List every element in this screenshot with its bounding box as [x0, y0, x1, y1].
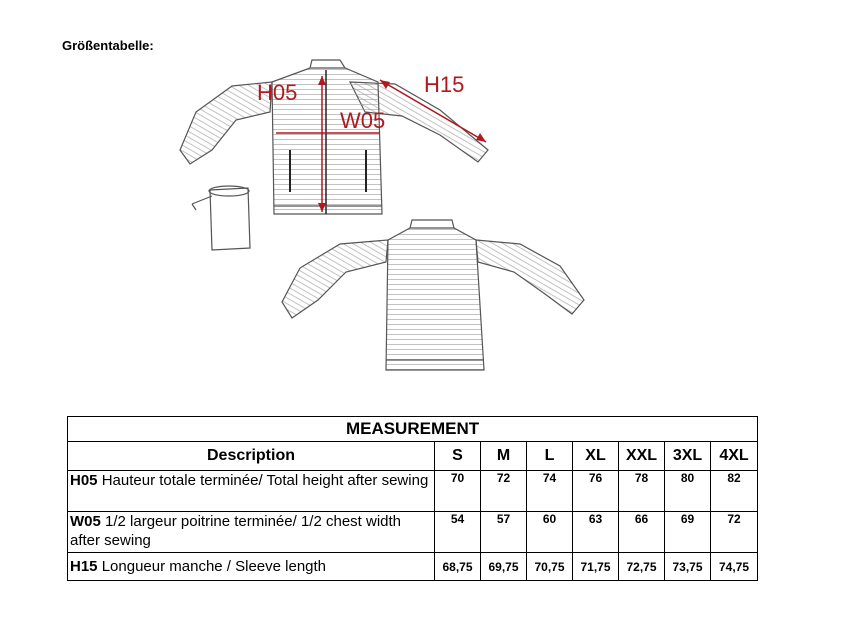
table-cell: 74 [527, 471, 573, 512]
table-cell: 82 [711, 471, 758, 512]
label-h05: H05 [257, 80, 298, 105]
table-cell: 72 [711, 512, 758, 553]
table-cell: 63 [573, 512, 619, 553]
row-text: Hauteur totale terminée/ Total height after sewing [101, 472, 429, 489]
size-header: 4XL [711, 442, 758, 471]
size-header: XXL [619, 442, 665, 471]
table-cell: 80 [665, 471, 711, 512]
table-cell: 74,75 [711, 553, 758, 581]
row-description [68, 553, 435, 581]
jacket-back-drawing [282, 220, 584, 370]
table-cell: 78 [619, 471, 665, 512]
size-header: XL [573, 442, 619, 471]
table-cell: 72,75 [619, 553, 665, 581]
table-cell: 70 [435, 471, 481, 512]
table-cell: 70,75 [527, 553, 573, 581]
table-row [68, 471, 758, 512]
table-cell: 71,75 [573, 553, 619, 581]
label-w05: W05 [340, 108, 386, 133]
row-description [68, 512, 435, 553]
size-header: S [435, 442, 481, 471]
description-header: Description [68, 442, 435, 471]
row-text: Longueur manche / Sleeve length [101, 558, 327, 575]
row-code: H05 [70, 472, 98, 489]
table-cell: 76 [573, 471, 619, 512]
table-title: MEASUREMENT [68, 417, 758, 442]
table-cell: 57 [481, 512, 527, 553]
table-cell: 60 [527, 512, 573, 553]
page-heading: Größentabelle: [62, 38, 154, 53]
table-cell: 66 [619, 512, 665, 553]
row-description [68, 471, 435, 512]
row-code: H15 [70, 558, 98, 575]
table-cell: 69 [665, 512, 711, 553]
size-header: 3XL [665, 442, 711, 471]
row-code: W05 [70, 513, 101, 530]
table-cell: 68,75 [435, 553, 481, 581]
table-cell: 69,75 [481, 553, 527, 581]
size-header: L [527, 442, 573, 471]
label-h15: H15 [424, 72, 465, 97]
table-row [68, 512, 758, 553]
table-cell: 72 [481, 471, 527, 512]
measurement-table [67, 416, 758, 581]
table-cell: 54 [435, 512, 481, 553]
table-row [68, 553, 758, 581]
size-header: M [481, 442, 527, 471]
packing-bag-drawing [192, 186, 250, 250]
row-text: 1/2 largeur poitrine terminée/ 1/2 chest width after sewing [70, 513, 402, 549]
table-cell: 73,75 [665, 553, 711, 581]
